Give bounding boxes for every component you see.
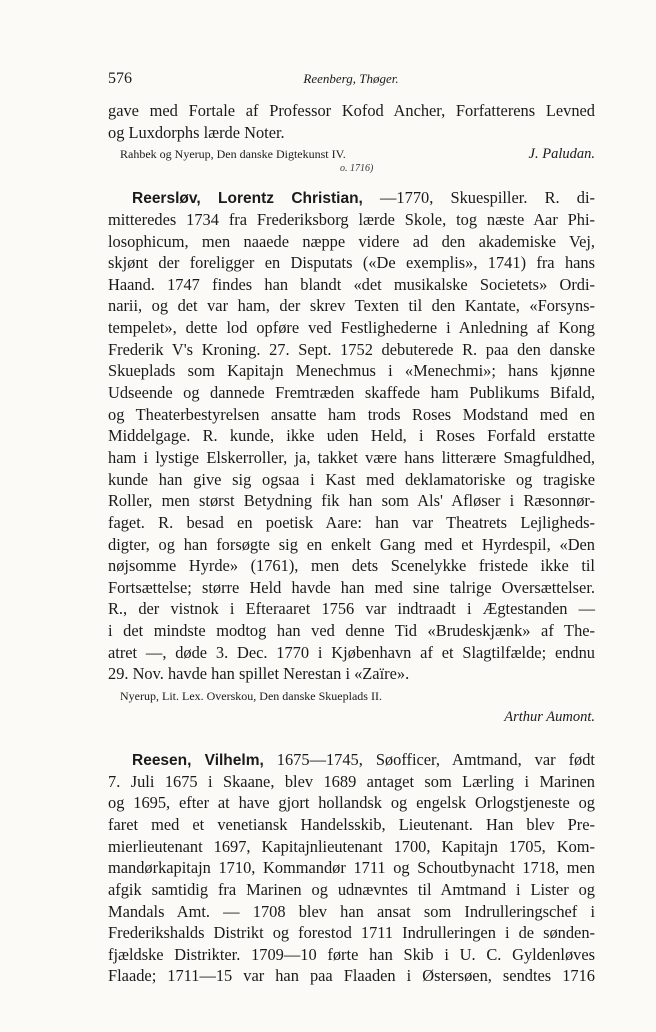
text-line: narii, og det var ham, der skrev Texten til den Kantate, «Forsyns- bbox=[108, 296, 595, 316]
text-line: og 1695, efter at have gjort hollandsk og engelsk Orlogstjeneste og bbox=[108, 793, 595, 813]
text-line: tempelet», dette lod opføre ved Festlighederne i Anledning af Kong bbox=[108, 318, 595, 338]
handwritten-annotation: o. 1716) bbox=[340, 163, 374, 174]
page-header bbox=[108, 70, 594, 92]
page-number: 576 bbox=[108, 70, 132, 87]
entry-headword: Reersløv, Lorentz Christian, bbox=[132, 190, 363, 208]
text-line: Skueplads som Kapitajn Menechmus i «Menechmi»; hans kjønne bbox=[108, 361, 595, 381]
reference-text: Rahbek og Nyerup, Den danske Digtekunst IV. bbox=[120, 147, 346, 162]
text-line: Frederik V's Kroning. 27. Sept. 1752 debuterede R. paa den danske bbox=[108, 339, 595, 359]
text-line: atret —, døde 3. Dec. 1770 i Kjøbenhavn af et Slagtilfælde; endnu bbox=[108, 642, 595, 662]
text-line: R., der vistnok i Efteraaret 1756 var indtraadt i Ægtestanden — bbox=[108, 599, 595, 619]
author-signature: J. Paludan. bbox=[528, 146, 595, 163]
text-line: Frederikshalds Distrikt og forestod 1711 Indrulleringen i de sønden- bbox=[108, 923, 595, 943]
reference-row bbox=[108, 143, 595, 165]
text-line: Roller, men størst Betydning fik han som Als' Afløser i Ræsonnør- bbox=[108, 491, 595, 511]
reference-text: Nyerup, Lit. Lex. Overskou, Den danske Skueplads II. bbox=[120, 689, 382, 704]
text-line: Udseende og dannede Fremtræden skaffede ham Publikums Bifald, bbox=[108, 383, 595, 403]
text-line: mandørkapitajn 1710, Kommandør 1711 og Schoutbynacht 1718, men bbox=[108, 858, 595, 878]
text-line: Haand. 1747 findes han blandt «det musikalske Societets» Ordi- bbox=[108, 274, 595, 294]
text-line: 29. Nov. havde han spillet Nerestan i «Zaïre». bbox=[108, 664, 410, 684]
author-signature: Arthur Aumont. bbox=[504, 709, 595, 726]
text-line: Flaade; 1711—15 var han paa Flaaden i Østersøen, sendtes 1716 bbox=[108, 966, 595, 986]
entry-first-line-text: —1770, Skuespiller. R. di- bbox=[380, 188, 595, 208]
text-line: gave med Fortale af Professor Kofod Ancher, Forfatterens Levned bbox=[108, 101, 595, 120]
text-line: mierlieutenant 1697, Kapitajnlieutenant 1700, Kapitajn 1705, Kom- bbox=[108, 836, 595, 856]
text-line: og Theaterbestyrelsen ansatte ham trods Roses Modstand med en bbox=[108, 404, 595, 424]
text-line: Fortsættelse; større Held havde han med sine talrige Oversættelser. bbox=[108, 577, 595, 597]
body-text bbox=[108, 100, 595, 987]
text-line: i det mindste modtog han ved denne Tid «Brudeskjænk» af The- bbox=[108, 621, 595, 641]
text-line: faret med et venetiansk Handelsskib, Lieutenant. Han blev Pre- bbox=[108, 814, 595, 834]
text-line: Mandals Amt. — 1708 blev han ansat som Indrulleringschef i bbox=[108, 901, 595, 921]
text-line: faget. R. besad en poetisk Aare: han var Theatrets Lejligheds- bbox=[108, 512, 595, 532]
text-line: digter, og han forsøgte sig en enkelt Gang med et Hyrdespil, «Den bbox=[108, 534, 595, 554]
running-title: Reenberg, Thøger. bbox=[303, 71, 399, 86]
text-line: mitteredes 1734 fra Frederiksborg lærde Skole, tog næste Aar Phi- bbox=[108, 209, 595, 229]
entry-first-line bbox=[108, 187, 595, 209]
text-line: skjønt der foreligger en Disputats («De exemplis», 1741) fra hans bbox=[108, 253, 595, 273]
text-line: afgik samtidig fra Marinen og udnævntes til Amtmand i Lister og bbox=[108, 879, 595, 899]
text-line: og Luxdorphs lærde Noter. bbox=[108, 122, 285, 142]
text-line: ham i lystige Elskerroller, ja, takket være hans litterære Smagfuldhed, bbox=[108, 447, 595, 467]
reference-row bbox=[108, 685, 595, 707]
entry-headword: Reesen, Vilhelm, bbox=[132, 752, 264, 770]
text-line: nøjsomme Hyrde» (1761), men dets Scenelykke fristede ikke til bbox=[108, 556, 595, 576]
entry-first-line-text: 1675—1745, Søofficer, Amtmand, var født bbox=[276, 750, 595, 770]
text-line: kunde han give sig ogsaa i Kast med deklamatoriske og tragiske bbox=[108, 469, 595, 489]
entry-first-line bbox=[108, 749, 595, 771]
text-line: losophicum, men naaede næppe videre ad den akademiske Vej, bbox=[108, 231, 595, 251]
text-line: Middelgage. R. kunde, ikke uden Held, i Roses Forfald erstatte bbox=[108, 426, 595, 446]
text-line: 7. Juli 1675 i Skaane, blev 1689 antaget som Lærling i Marinen bbox=[108, 771, 595, 791]
text-line: fjældske Distrikter. 1709—10 førte han Skib i U. C. Gyldenløves bbox=[108, 944, 595, 964]
